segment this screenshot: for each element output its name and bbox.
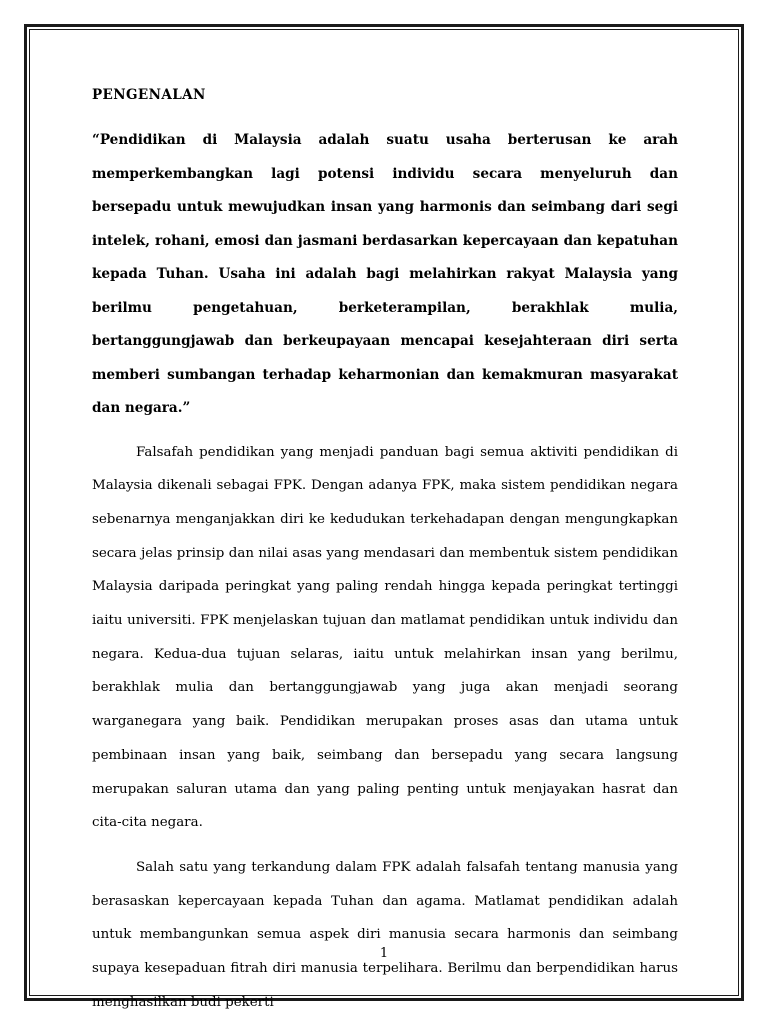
page-number: 1 [379, 946, 389, 961]
body-paragraph-1: Falsafah pendidikan yang menjadi panduan bagi semua aktiviti pendidikan di Malaysia dikenali sebagai FPK. Dengan adanya FPK, maka sistem pendidikan negara sebenarnya menganjakkan diri ke kedudukan terkehadapan dengan mengungkapkan secara jelas prinsip dan nilai asas yang mendasari dan membentuk sistem pendidikan Malaysia daripada peringkat yang paling rendah hingga kepada peringkat tertinggi iaitu universiti. FPK menjelaskan tujuan dan matlamat pendidikan untuk individu dan negara. Kedua-dua tujuan selaras, iaitu untuk melahirkan insan yang berilmu, berakhlak mulia dan bertanggungjawab yang juga akan menjadi seorang warganegara yang baik. Pendidikan merupakan proses asas dan utama untuk pembinaan insan yang baik, seimbang dan bersepadu yang secara langsung merupakan saluran utama dan yang paling penting untuk menjayakan hasrat dan cita-cita negara. [92, 444, 678, 831]
body-paragraph-2: Salah satu yang terkandung dalam FPK adalah falsafah tentang manusia yang berasaskan kepercayaan kepada Tuhan dan agama. Matlamat pendidikan adalah untuk membangunkan semua aspek diri manusia secara harmonis dan seimbang supaya kesepaduan fitrah diri manusia terpelihara. Berilmu dan berpendidikan harus menghasilkan budi pekerti [92, 859, 678, 1010]
quote-paragraph: “Pendidikan di Malaysia adalah suatu usaha berterusan ke arah memperkembangkan lagi potensi individu secara menyeluruh dan bersepadu untuk mewujudkan insan yang harmonis dan seimbang dari segi intelek, rohani, emosi dan jasmani berdasarkan kepercayaan dan kepatuhan kepada Tuhan. Usaha ini adalah bagi melahirkan rakyat Malaysia yang berilmu pengetahuan, berketerampilan, berakhlak mulia, bertanggungjawab dan berkeupayaan mencapai kesejahteraan diri serta memberi sumbangan terhadap keharmonian dan kemakmuran masyarakat dan negara.” [92, 132, 678, 416]
section-heading: PENGENALAN [92, 87, 206, 103]
document-body [92, 82, 678, 1030]
